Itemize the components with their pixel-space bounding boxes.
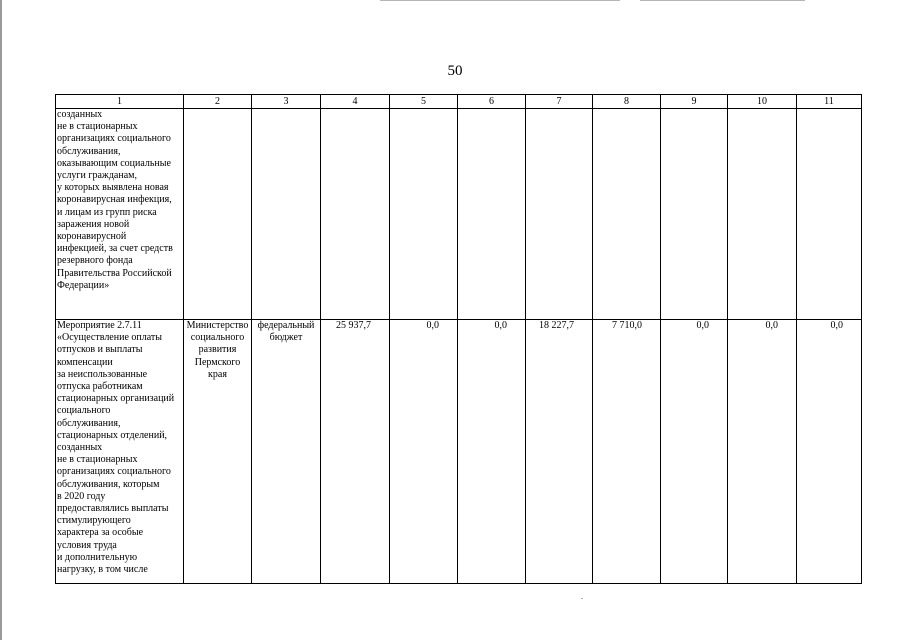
header-cell: 6 <box>458 95 526 109</box>
row-funding-source: федеральный бюджет <box>252 320 321 584</box>
header-cell: 2 <box>184 95 252 109</box>
table-header-row <box>56 95 862 109</box>
header-cell: 5 <box>390 95 458 109</box>
row-value-col10 <box>728 109 797 320</box>
row-funding-source <box>252 109 321 320</box>
page-number: 50 <box>447 63 463 79</box>
table-row <box>56 109 862 320</box>
header-cell: 4 <box>321 95 390 109</box>
header-cell: 11 <box>797 95 862 109</box>
row-value-col9 <box>661 109 728 320</box>
row-description: Мероприятие 2.7.11 «Осуществление оплаты отпусков и выплаты компенсации за неиспользованные отпуска работникам стационарных организаций социального обслуживания, стационарных отделений, созданных не в стационарных организациях социального обслуживания, которым в 2020 году предоставлялись выплаты стимулирующего характера за особые условия труда и дополнительную нагрузку, в том числе <box>56 320 184 584</box>
table-row <box>56 320 862 584</box>
row-value-col5 <box>390 109 458 320</box>
row-value-col5: 0,0 <box>390 320 458 584</box>
scan-edge-left <box>0 0 2 640</box>
row-value-col11 <box>797 109 862 320</box>
header-cell: 8 <box>593 95 661 109</box>
row-value-col8: 7 710,0 <box>593 320 661 584</box>
header-cell: 3 <box>252 95 321 109</box>
scan-speck <box>581 598 583 599</box>
header-cell: 7 <box>526 95 593 109</box>
scan-edge-top-right <box>640 0 805 1</box>
row-value-col9: 0,0 <box>661 320 728 584</box>
row-value-col11: 0,0 <box>797 320 862 584</box>
row-executor: Министерство социального развития Пермского края <box>184 320 252 584</box>
row-value-col8 <box>593 109 661 320</box>
row-value-col6 <box>458 109 526 320</box>
row-value-col7 <box>526 109 593 320</box>
row-executor <box>184 109 252 320</box>
row-value-col7: 18 227,7 <box>526 320 593 584</box>
header-cell: 1 <box>56 95 184 109</box>
header-cell: 9 <box>661 95 728 109</box>
scan-edge-top <box>380 0 620 1</box>
row-value-col10: 0,0 <box>728 320 797 584</box>
row-value-col6: 0,0 <box>458 320 526 584</box>
row-value-col4 <box>321 109 390 320</box>
row-description: созданных не в стационарных организациях социального обслуживания, оказывающим социальные услуги гражданам, у которых выявлена новая коронавирусная инфекция, и лицам из групп риска заражения новой коронавирусной инфекцией, за счет средств резервного фонда Правительства Российской Федерации» <box>56 109 184 320</box>
budget-table <box>55 94 862 584</box>
header-cell: 10 <box>728 95 797 109</box>
row-value-col4: 25 937,7 <box>321 320 390 584</box>
